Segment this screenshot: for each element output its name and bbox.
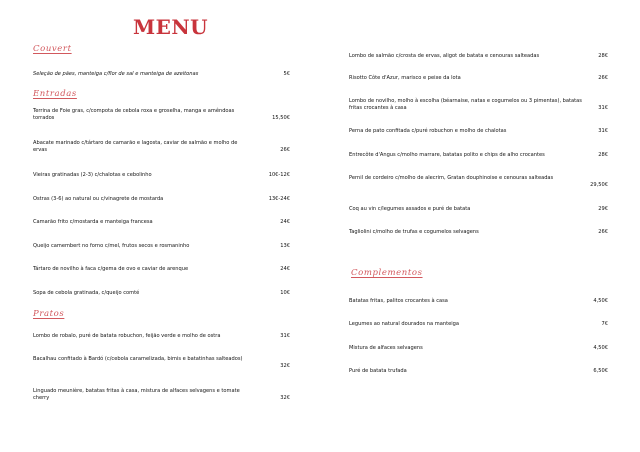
- item-price: 32€: [280, 362, 290, 369]
- section-title-pratos: Pratos: [33, 309, 65, 319]
- item-price: 24€: [280, 266, 290, 272]
- item-name: Legumes ao natural dourados na manteiga: [349, 321, 459, 327]
- item-name: Lombo de salmão c/crosta de ervas, aligot de batata e cenouras salteadas: [349, 53, 540, 59]
- item-price: 10€: [280, 290, 290, 296]
- item-price: 26€: [280, 146, 290, 153]
- item-price: 7€: [601, 321, 608, 327]
- item-price: 29,50€: [590, 181, 608, 188]
- item-name: Batatas fritas, palitos crocantes à casa: [349, 298, 448, 304]
- item-name: Risotto Côte d'Azur, marisco e peixe da lota: [349, 75, 461, 81]
- item-name: Vieiras gratinadas (2-3) c/chalotas e cebolinho: [33, 172, 152, 178]
- item-price: 29€: [598, 206, 608, 212]
- menu-title: MENU: [133, 15, 209, 39]
- item-name: Camarão frito c/mostarda e manteiga francesa: [33, 219, 153, 225]
- item-price: 31€: [598, 128, 608, 134]
- item-price: 31€: [280, 333, 290, 339]
- item-name: Abacate marinado c/tártaro de camarão e lagosta, caviar de salmão e molho de ervas: [33, 140, 238, 153]
- item-name: Perna de pato confitada c/puré robuchon e molho de chalotas: [349, 128, 507, 134]
- item-price: 26€: [598, 75, 608, 81]
- item-name: Queijo camembert no forno c/mel, frutos secos e rosmaninho: [33, 243, 190, 249]
- item-name: Lombo de novilho, molho à escolha (béarnaise, natas e cogumelos ou 3 pimentas), batatas fritas crocantes à casa: [349, 98, 582, 111]
- item-price: 24€: [280, 219, 290, 225]
- item-price: 32€: [280, 394, 290, 401]
- item-name: Seleção de pães, manteiga c/flor de sal e manteiga de azeitonas: [33, 71, 199, 77]
- item-price: 5€: [283, 71, 290, 77]
- item-name: Tagliolini c/molho de trufas e cogumelos selvagens: [349, 229, 479, 235]
- item-price: 26€: [598, 229, 608, 235]
- item-price: 13€: [280, 243, 290, 249]
- item-name: Linguado meunière, batatas fritas à casa, mistura de alfaces selvagens e tomate cherry: [33, 388, 240, 401]
- item-name: Bacalhau confitado à Bardó (c/cebola caramelizada, bimis e batatinhas salteados): [33, 356, 243, 362]
- item-price: 4,50€: [593, 345, 608, 351]
- section-title-complementos: Complementos: [351, 268, 423, 278]
- item-name: Mistura de alfaces selvagens: [349, 345, 423, 351]
- item-name: Pernil de cordeiro c/molho de alecrim, Gratan douphinoise e cenouras salteadas: [349, 175, 554, 181]
- item-price: 15,50€: [272, 114, 290, 121]
- item-price: 31€: [598, 104, 608, 111]
- section-title-entradas: Entradas: [33, 89, 77, 99]
- item-price: 10€-12€: [268, 172, 290, 178]
- item-name: Lombo de robalo, puré de batata robuchon, feijão verde e molho de ostra: [33, 333, 221, 339]
- item-name: Puré de batata trufada: [349, 368, 407, 374]
- item-name: Terrina de Foie gras, c/compota de cebola roxa e groselha, manga e amêndoas torrados: [33, 108, 235, 121]
- item-price: 28€: [598, 53, 608, 59]
- item-name: Entrecôte d'Angus c/molho marrare, batatas polito e chips de alho crocantes: [349, 152, 545, 158]
- item-price: 4,50€: [593, 298, 608, 304]
- item-name: Tártaro de novilho à faca c/gema de ovo e caviar de arenque: [33, 266, 189, 272]
- item-name: Coq au vin c/legumes assados e puré de batata: [349, 206, 471, 212]
- section-title-couvert: Couvert: [33, 44, 72, 54]
- item-price: 28€: [598, 152, 608, 158]
- item-name: Ostras (3-6) ao natural ou c/vinagrete de mostarda: [33, 196, 164, 202]
- item-price: 6,50€: [593, 368, 608, 374]
- item-name: Sopa de cebola gratinada, c/queijo comté: [33, 290, 140, 296]
- item-price: 13€-24€: [268, 196, 290, 202]
